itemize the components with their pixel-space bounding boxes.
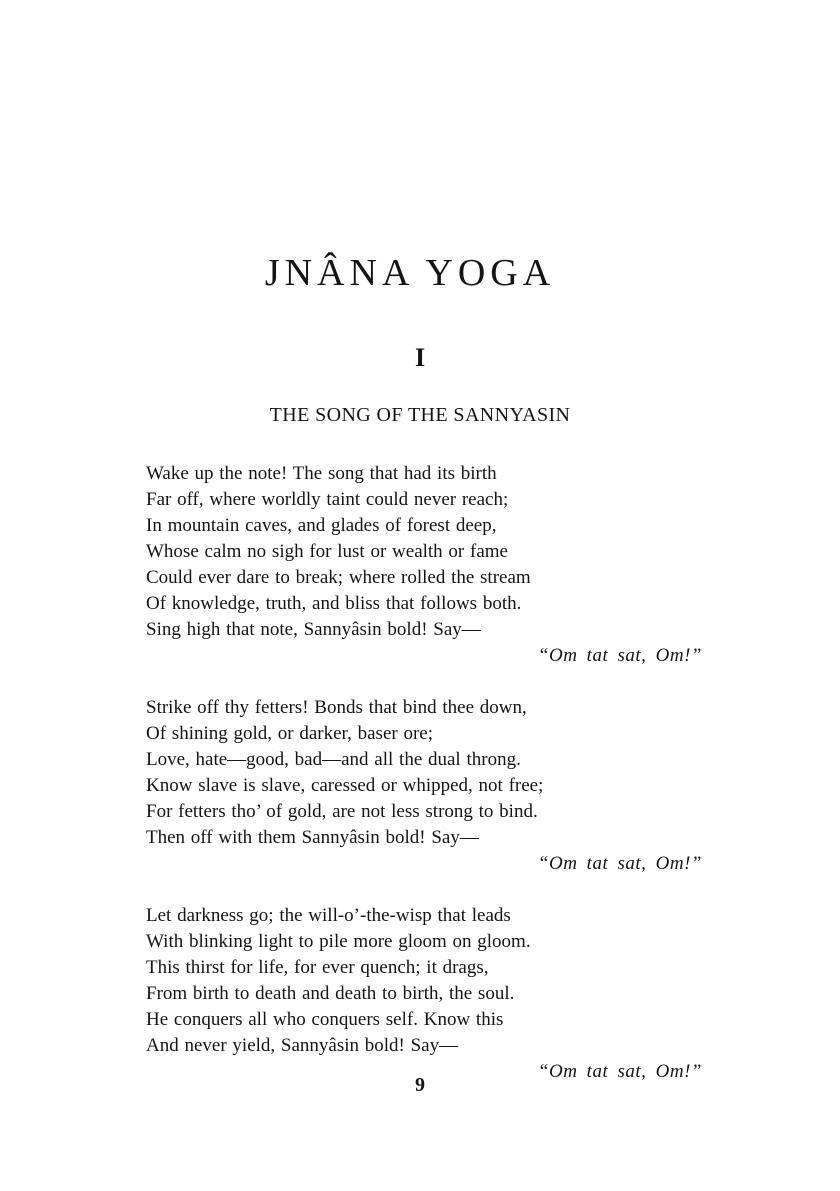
poem-body xyxy=(146,461,706,1111)
refrain: “Om tat sat, Om!” xyxy=(537,853,702,874)
stanza-2 xyxy=(146,695,706,877)
stanza-1 xyxy=(146,461,706,669)
poem-line: Strike off thy fetters! Bonds that bind thee down, xyxy=(146,697,527,718)
poem-line: Love, hate—good, bad—and all the dual throng. xyxy=(146,749,521,770)
poem-line: Of shining gold, or darker, baser ore; xyxy=(146,723,433,744)
poem-title: THE SONG OF THE SANNYASIN xyxy=(269,404,571,426)
refrain: “Om tat sat, Om!” xyxy=(537,645,702,666)
poem-line: And never yield, Sannyâsin bold! Say— xyxy=(146,1035,459,1056)
refrain: “Om tat sat, Om!” xyxy=(537,1061,702,1082)
poem-line: Sing high that note, Sannyâsin bold! Say— xyxy=(146,619,481,640)
poem-line: Far off, where worldly taint could never reach; xyxy=(146,489,509,510)
poem-line: Of knowledge, truth, and bliss that follows both. xyxy=(146,593,522,614)
stanza-3 xyxy=(146,903,706,1085)
poem-line: From birth to death and death to birth, the soul. xyxy=(146,983,515,1004)
poem-line: Wake up the note! The song that had its birth xyxy=(146,463,497,484)
page-number: 9 xyxy=(415,1074,425,1096)
poem-line: Know slave is slave, caressed or whipped, not free; xyxy=(146,775,544,796)
book-title: JNÂNA YOGA xyxy=(264,252,556,294)
poem-line: Then off with them Sannyâsin bold! Say— xyxy=(146,827,479,848)
poem-line: Whose calm no sigh for lust or wealth or fame xyxy=(146,541,508,562)
poem-line: For fetters tho’ of gold, are not less strong to bind. xyxy=(146,801,538,822)
poem-line: Could ever dare to break; where rolled the stream xyxy=(146,567,531,588)
poem-line: In mountain caves, and glades of forest deep, xyxy=(146,515,497,536)
poem-line: With blinking light to pile more gloom on gloom. xyxy=(146,931,531,952)
poem-line: Let darkness go; the will-o’-the-wisp that leads xyxy=(146,905,511,926)
poem-line: He conquers all who conquers self. Know this xyxy=(146,1009,504,1030)
poem-line: This thirst for life, for ever quench; it drags, xyxy=(146,957,489,978)
chapter-number: I xyxy=(414,343,426,372)
